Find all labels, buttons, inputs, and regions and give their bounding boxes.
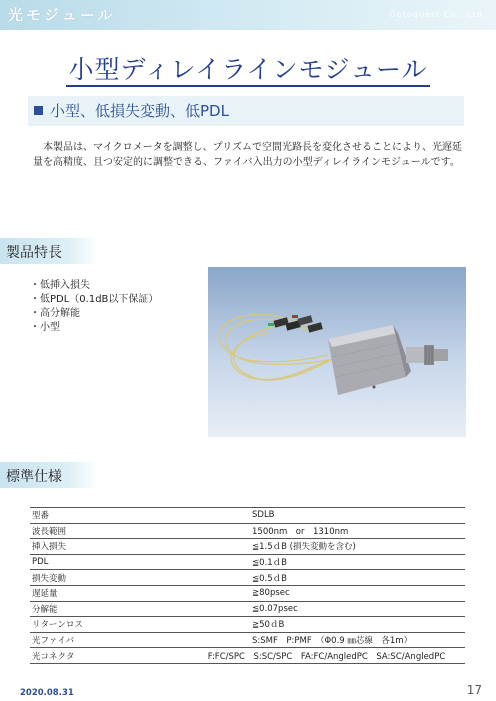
company-name: Optoquest Co., Ltd. <box>389 10 486 19</box>
spec-value: ≦1.5ｄB (損失変動を含む) <box>188 539 465 555</box>
footer-date: 2020.08.31 <box>20 688 74 698</box>
table-row <box>30 648 465 664</box>
spec-key: 遅延量 <box>30 585 188 601</box>
spec-key: リターンロス <box>30 617 188 633</box>
features-heading-band <box>0 238 98 264</box>
category-label: 光モジュール <box>8 6 116 24</box>
feature-list <box>30 279 158 335</box>
table-row <box>30 508 465 524</box>
table-row <box>30 570 465 586</box>
table-row <box>30 585 465 601</box>
spec-key: 分解能 <box>30 601 188 617</box>
spec-value: 1500nm or 1310nm <box>188 523 465 539</box>
spec-key: 損失変動 <box>30 570 188 586</box>
spec-value: ≦0.5ｄB <box>188 570 465 586</box>
product-illustration <box>208 267 466 437</box>
page-number: 17 <box>466 683 482 697</box>
square-bullet-icon <box>34 106 43 115</box>
table-row <box>30 554 465 570</box>
header-bar <box>0 0 496 30</box>
table-row <box>30 601 465 617</box>
spec-heading: 標準仕様 <box>6 469 62 485</box>
spec-key: 挿入損失 <box>30 539 188 555</box>
spec-value: ≧80psec <box>188 585 465 601</box>
subheading-box <box>28 96 464 126</box>
spec-key: 光ファイバ <box>30 632 188 648</box>
feature-item: ・ 高分解能 <box>30 307 158 321</box>
table-row <box>30 632 465 648</box>
feature-item: ・ 低PDL（0.1dB以下保証） <box>30 293 158 307</box>
spec-value: ≦0.07psec <box>188 601 465 617</box>
spec-heading-band <box>0 462 98 488</box>
intro-paragraph <box>33 141 463 170</box>
spec-value: F:FC/SPC S:SC/SPC FA:FC/AngledPC SA:SC/AngledPC <box>188 648 465 664</box>
feature-item: ・ 低挿入損失 <box>30 279 158 293</box>
table-row <box>30 539 465 555</box>
spec-value: ≦0.1ｄB <box>188 554 465 570</box>
spec-key: 波長範囲 <box>30 523 188 539</box>
feature-item: ・ 小型 <box>30 321 158 335</box>
intro-text: 本製品は、マイクロメータを調整し、プリズムで空間光路長を変化させることにより、光遅延量を高精度、且つ安定的に調整できる、ファイバ入出力の小型ディレイラインモジュールです。 <box>33 142 462 168</box>
product-photo <box>208 267 466 437</box>
spec-key: 光コネクタ <box>30 648 188 664</box>
spec-value: S:SMF P:PMF （Φ0.9 ㎜芯線 各1m） <box>188 632 465 648</box>
subheading-text: 小型、低損失変動、低PDL <box>50 102 229 120</box>
spec-value: ≧50ｄB <box>188 617 465 633</box>
table-row <box>30 617 465 633</box>
spec-value: SDLB <box>188 508 465 524</box>
features-heading: 製品特長 <box>6 245 62 261</box>
spec-key: PDL <box>30 554 188 570</box>
page-title-text: 小型ディレイラインモジュール <box>66 55 429 87</box>
table-row <box>30 523 465 539</box>
page-title <box>0 50 496 86</box>
spec-table <box>30 507 465 664</box>
spec-key: 型番 <box>30 508 188 524</box>
